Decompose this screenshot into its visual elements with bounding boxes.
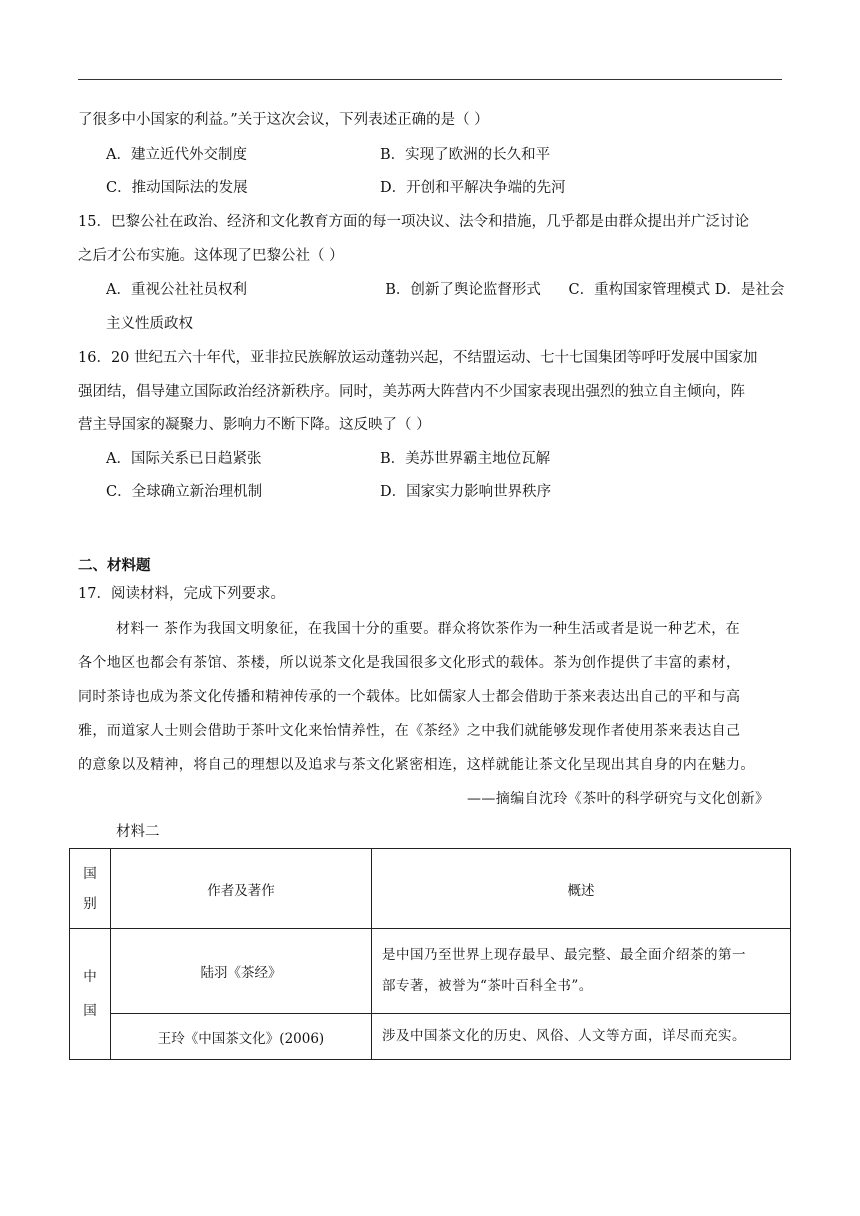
- q15-options-cont: 主义性质政权: [106, 316, 193, 332]
- material1-line-3: 同时茶诗也成为茶文化传播和精神传承的一个载体。比如儒家人士都会借助于茶来表达出自己的平和与高: [78, 689, 741, 705]
- q16-option-c: C．全球确立新治理机制: [106, 484, 263, 500]
- material1-line-1: 材料一 茶作为我国文明象征，在我国十分的重要。群众将饮茶作为一种生活或者是说一种艺术，在: [116, 621, 741, 637]
- header-author: 作者及著作: [111, 849, 372, 929]
- cell-author: 陆羽《茶经》: [111, 929, 372, 1014]
- q15-line-1: 15．巴黎公社在政治、经济和文化教育方面的每一项决议、法令和措施，几乎都是由群众提出并广泛讨论: [78, 214, 749, 230]
- tea-works-table: [69, 848, 791, 1060]
- table-row: [70, 929, 791, 1014]
- q16-option-d: D．国家实力影响世界秩序: [380, 484, 552, 500]
- q15-options: [106, 280, 784, 300]
- cell-country: 中 国: [70, 929, 111, 1060]
- q15-options-line: A．重视公社社员权利 B．创新了舆论监督形式 C．重构国家管理模式 D．是社会: [106, 282, 785, 298]
- q14-option-a: A．建立近代外交制度: [106, 147, 247, 163]
- material2-label: 材料二: [116, 824, 160, 840]
- q16-line-3: 营主导国家的凝聚力、影响力不断下降。这反映了（ ）: [78, 417, 431, 433]
- cell-author: 王玲《中国茶文化》(2006): [111, 1014, 372, 1060]
- material1-line-4: 雅，而道家人士则会借助于茶叶文化来怡情养性，在《茶经》之中我们就能够发现作者使用茶来表达自己: [78, 723, 741, 739]
- header-country: 国 别: [70, 849, 111, 929]
- q16-option-b: B．美苏世界霸主地位瓦解: [380, 451, 551, 467]
- cell-desc-line-2: 部专著，被誉为“茶叶百科全书”。: [382, 978, 593, 994]
- table-row: [70, 1014, 791, 1060]
- q15-line-2: 之后才公布实施。这体现了巴黎公社（ ）: [78, 248, 344, 264]
- question-14-stem-end: 了很多中小国家的利益。”关于这次会议，下列表述正确的是（ ）: [78, 112, 489, 128]
- material1-source: ——摘编自沈玲《茶叶的科学研究与文化创新》: [467, 791, 770, 807]
- q16-option-a: A．国际关系已日趋紧张: [106, 451, 262, 467]
- q14-option-c: C．推动国际法的发展: [106, 180, 248, 196]
- cell-desc: [372, 929, 791, 1014]
- cell-desc-line-1: 是中国乃至世界上现存最早、最完整、最全面介绍茶的第一: [382, 947, 746, 963]
- cell-desc: 涉及中国茶文化的历史、风俗、人文等方面，详尽而充实。: [372, 1014, 791, 1060]
- header-desc: 概述: [372, 849, 791, 929]
- q17-stem: 17．阅读材料，完成下列要求。: [78, 586, 285, 602]
- material1-line-5: 的意象以及精神，将自己的理想以及追求与茶文化紧密相连，这样就能让茶文化呈现出其自身的内在魅力。: [78, 757, 755, 773]
- q14-option-b: B．实现了欧洲的长久和平: [380, 147, 551, 163]
- q16-line-2: 强团结，倡导建立国际政治经济新秩序。同时，美苏两大阵营内不少国家表现出强烈的独立自主倾向，阵: [78, 384, 745, 400]
- table-header-row: [70, 849, 791, 929]
- material1-line-2: 各个地区也都会有茶馆、茶楼，所以说茶文化是我国很多文化形式的载体。茶为创作提供了丰富的素材，: [78, 655, 741, 671]
- q14-option-d: D．开创和平解决争端的先河: [380, 180, 566, 196]
- section-heading: 二、材料题: [78, 557, 151, 574]
- header-rule: [78, 79, 782, 80]
- q16-line-1: 16．20 世纪五六十年代，亚非拉民族解放运动蓬勃兴起，不结盟运动、七十七国集团等呼吁发展中国家加: [78, 350, 758, 366]
